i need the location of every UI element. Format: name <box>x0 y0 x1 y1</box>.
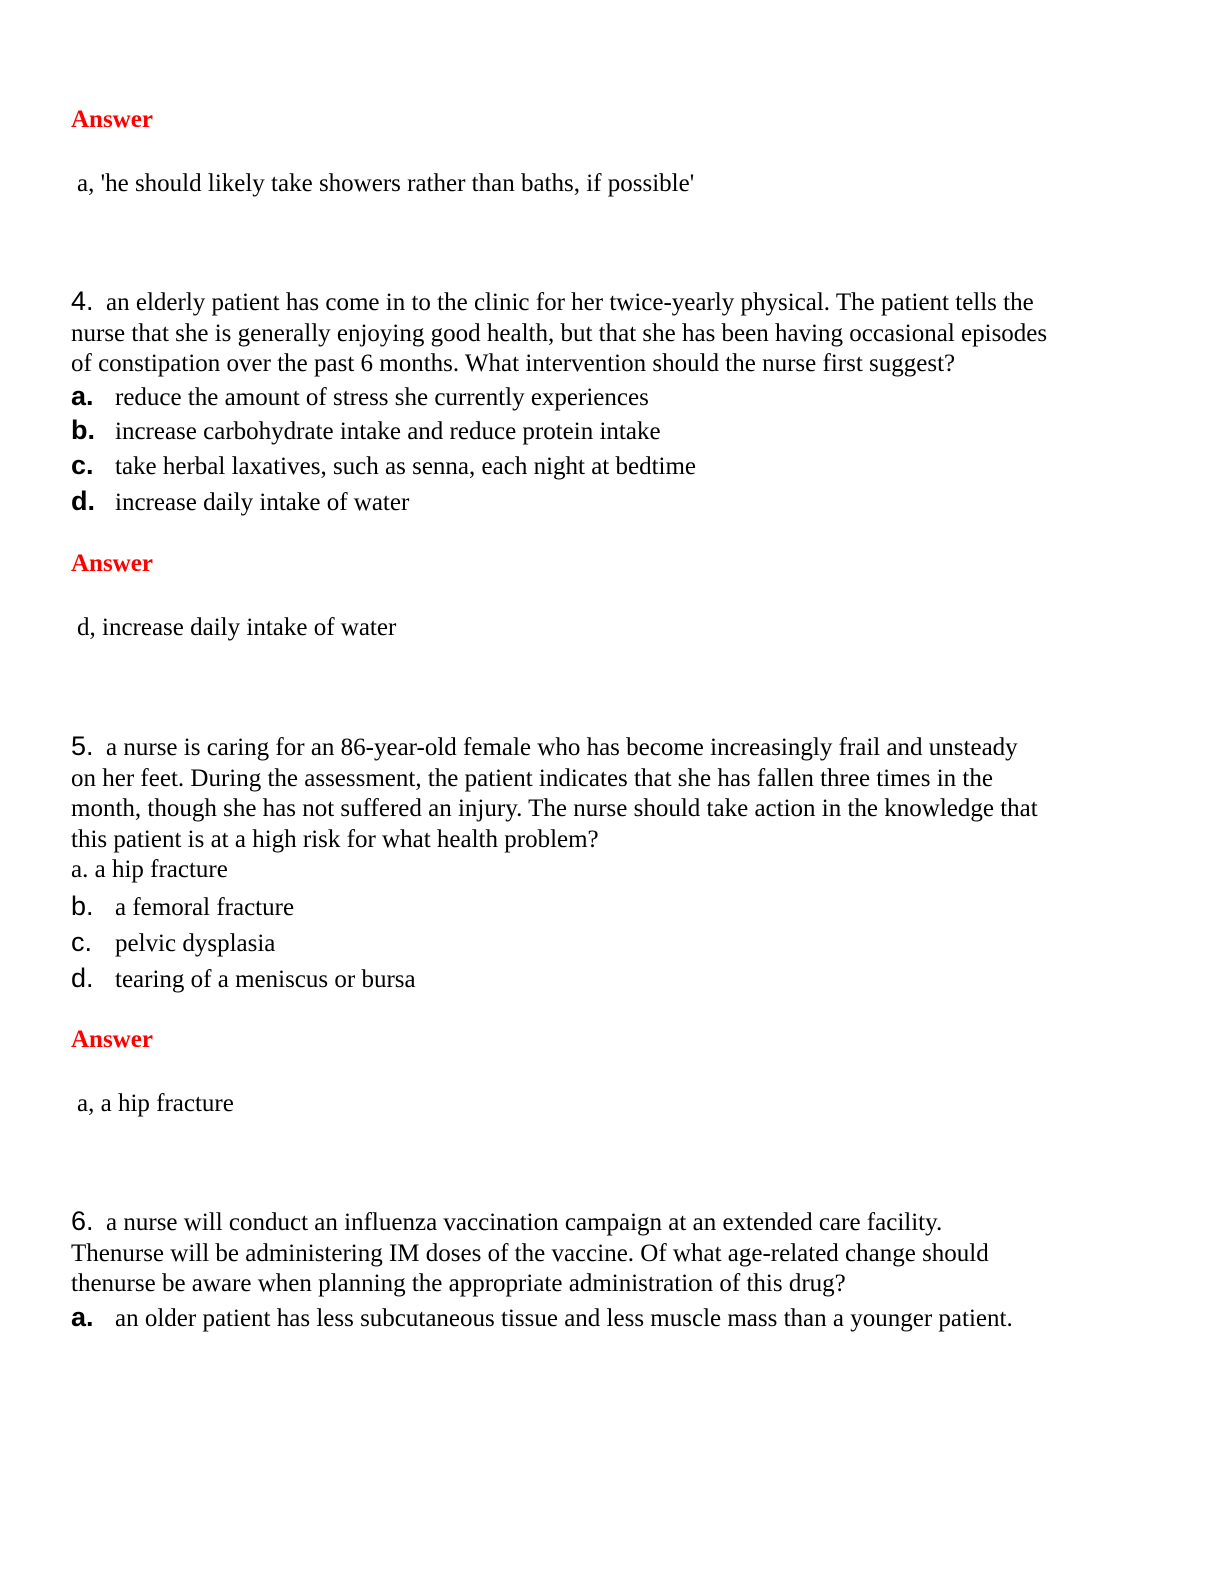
question-5-stem-line-1: a nurse is caring for an 86-year-old female who has become increasingly frail and unsteady <box>106 734 1018 761</box>
answer-heading: Answer <box>71 106 153 133</box>
question-4-stem-line-1: an elderly patient has come in to the clinic for her twice-yearly physical. The patient tells the <box>106 289 1034 316</box>
option-text: pelvic dysplasia <box>115 930 276 957</box>
question-6-stem-line-3: thenurse be aware when planning the appropriate administration of this drug? <box>71 1270 846 1297</box>
question-5-stem-line-2: on her feet. During the assessment, the patient indicates that she has fallen three times in the <box>71 764 993 792</box>
question-5-option-a <box>71 856 228 884</box>
question-4-stem-line-2: nurse that she is generally enjoying good health, but that she has been having occasional episodes <box>71 319 1048 347</box>
answer-text: a, a hip fracture <box>77 1090 234 1117</box>
question-4-option-b <box>71 415 661 446</box>
question-6-stem-line-1: a nurse will conduct an influenza vaccination campaign at an extended care facility. <box>106 1209 943 1236</box>
option-letter: d. <box>71 963 94 993</box>
answer-text: d, increase daily intake of water <box>77 614 397 641</box>
question-5-stem-line-3: month, though she has not suffered an injury. The nurse should take action in the knowledge that <box>71 795 1038 822</box>
question-6-stem <box>71 1206 1161 1300</box>
answer-heading: Answer <box>71 1026 153 1053</box>
question-5-option-d <box>71 963 416 994</box>
question-4-option-d <box>71 486 409 517</box>
question-5-stem <box>71 731 1161 855</box>
question-6-stem-line-2: Thenurse will be administering IM doses of the vaccine. Of what age-related change should <box>71 1239 989 1267</box>
answer-text: a, 'he should likely take showers rather than baths, if possible' <box>77 170 695 197</box>
option-text: increase carbohydrate intake and reduce protein intake <box>115 418 661 445</box>
option-text: reduce the amount of stress she currently experiences <box>115 384 649 411</box>
option-letter: a. <box>71 1302 94 1332</box>
answer-heading: Answer <box>71 550 153 577</box>
question-5-stem-line-4: this patient is at a high risk for what health problem? <box>71 825 599 853</box>
option-text: increase daily intake of water <box>115 489 410 516</box>
question-5-option-b <box>71 891 294 922</box>
question-4-stem <box>71 286 1161 380</box>
option-letter: c. <box>71 450 94 480</box>
option-text: take herbal laxatives, such as senna, each night at bedtime <box>115 453 697 480</box>
option-text: a femoral fracture <box>115 894 295 921</box>
option-letter: b. <box>71 891 94 921</box>
question-4-option-a <box>71 381 649 412</box>
question-6-number: 6. <box>71 1206 94 1236</box>
option-letter: b. <box>71 415 95 445</box>
question-5-option-c <box>71 927 275 958</box>
question-4-number: 4. <box>71 286 94 316</box>
option-letter: a. <box>71 381 94 411</box>
option-text: an older patient has less subcutaneous tissue and less muscle mass than a younger patient. <box>115 1305 1013 1332</box>
option-letter: d. <box>71 486 95 516</box>
question-4-option-c <box>71 450 696 481</box>
option-text: a. a hip fracture <box>71 856 228 883</box>
option-text: tearing of a meniscus or bursa <box>115 966 416 993</box>
question-4-stem-line-3: of constipation over the past 6 months. What intervention should the nurse first suggest? <box>71 350 956 377</box>
option-letter: c. <box>71 927 93 957</box>
question-6-option-a <box>71 1302 1013 1333</box>
question-5-number: 5. <box>71 731 94 761</box>
